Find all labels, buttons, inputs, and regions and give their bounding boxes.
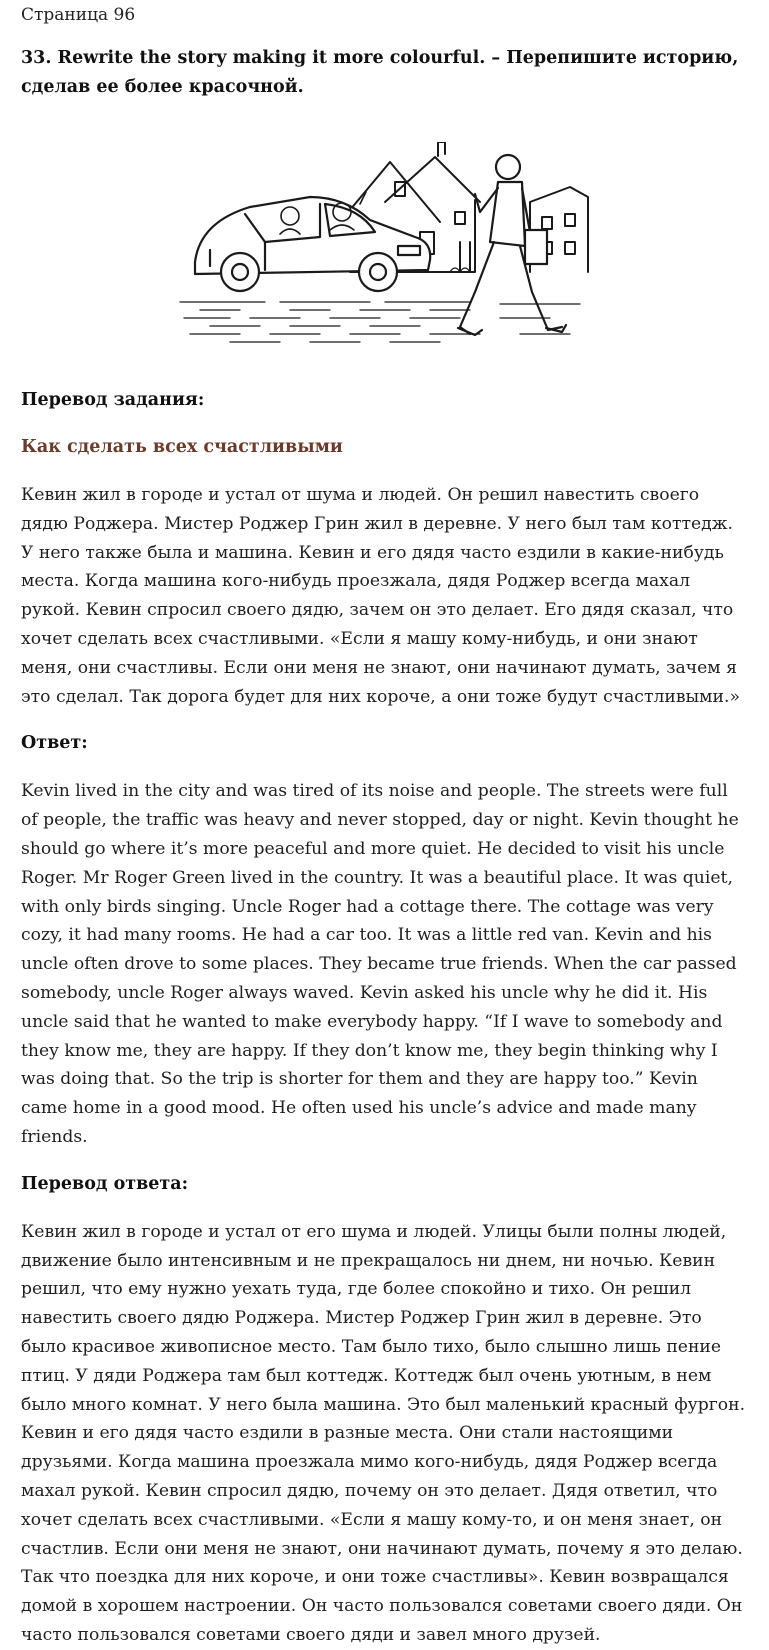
story-title: Как сделать всех счастливыми	[21, 437, 343, 457]
answer-ru-paragraph: Кевин жил в городе и устал от его шума и людей. Улицы были полны людей, движение было интенсивным и не прекращалось ни днем, ни ночью. Кевин решил, что ему нужно уехать туда, где более спокойно и тихо. Он решил навестить своего дядю Роджера. Мистер Роджер Грин жил в деревне. Это было красивое живописное место. Там было тихо, было слышно лишь пение птиц. У дяди Роджера там был коттедж. Коттедж был очень уютным, в нем было много комнат. У него была машина. Это был маленький красный фургон. Кевин и его дядя часто ездили в разные места. Они стали настоящими друзьями. Когда машина проезжала мимо кого-нибудь, дядя Роджер всегда махал рукой. Кевин спросил дядю, почему он это делает. Дядя ответил, что хочет сделать всех счастливыми. «Если я машу кому-то, и он меня знает, он счастлив. Если они меня не знают, они начинают думать, почему я это делаю. Так что поездка для них короче, и они тоже счастливы». Кевин возвращался домой в хорошем настроении. Он часто пользовался советами своего дяди. Он часто пользовался советами своего дяди и завел много друзей.	[21, 1221, 746, 1645]
translation-heading: Перевод задания:	[21, 390, 205, 410]
illustration	[170, 142, 590, 358]
answer-heading: Ответ:	[21, 733, 88, 754]
page-label: Страница 96	[21, 5, 136, 25]
answer-translation-heading: Перевод ответа:	[21, 1173, 189, 1194]
story-ru-paragraph: Кевин жил в городе и устал от шума и людей. Он решил навестить своего дядю Роджера. Мистер Роджер Грин жил в деревне. У него был там коттедж. У него также была и машина. Кевин и его дядя часто ездили в какие-нибудь места. Когда машина кого-нибудь проезжала, дядя Роджер всегда махал рукой. Кевин спросил своего дядю, зачем он это делает. Его дядя сказал, что хочет сделать всех счастливыми. «Если я машу кому-нибудь, и они знают меня, они счастливы. Если они меня не знают, они начинают думать, зачем я это сделал. Так дорога будет для них короче, а они тоже будут счастливыми.»	[21, 485, 740, 707]
road-lines	[180, 302, 580, 342]
car	[195, 197, 430, 291]
answer-en-paragraph: Kevin lived in the city and was tired of its noise and people. The streets were full of people, the traffic was heavy and never stopped, day or night. Kevin thought he should go where it’s more peaceful and more quiet. He decided to visit his uncle Roger. Mr Roger Green lived in the country. It was a beautiful place. It was quiet, with only birds singing. Uncle Roger had a cottage there. The cottage was very cozy, it had many rooms. He had a car too. It was a little red van. Kevin and his uncle often drove to some places. They became true friends. When the car passed somebody, uncle Roger always waved. Kevin asked his uncle why he did it. His uncle said that he wanted to make everybody happy. “If I wave to somebody and they know me, they are happy. If they don’t know me, they begin thinking why I was doing that. So the trip is shorter for them and they are happy too.” Kevin came home in a good mood. He often used his uncle’s advice and made many friends.	[21, 781, 739, 1147]
task-title: 33. Rewrite the story making it more colourful. – Перепишите историю, сделав ее более красочной.	[21, 48, 739, 97]
